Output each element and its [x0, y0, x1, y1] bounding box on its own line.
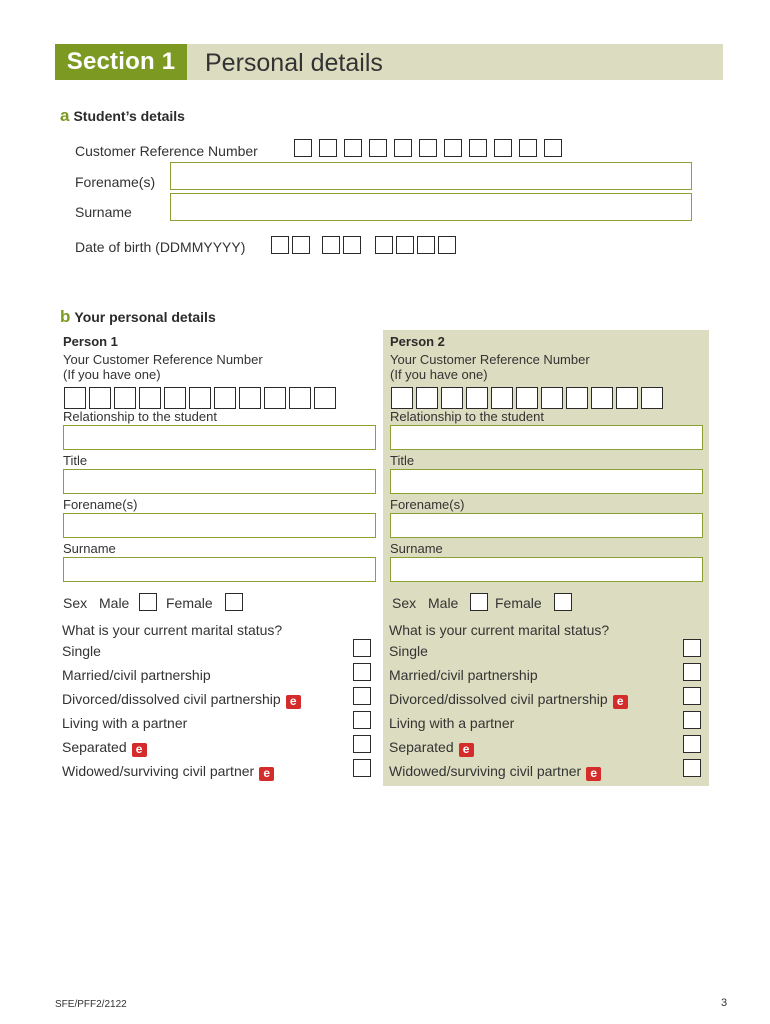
- person-2-title-field[interactable]: [390, 469, 703, 494]
- person-1-male-label: Male: [99, 595, 130, 611]
- crn-digit-box[interactable]: [114, 387, 136, 409]
- marital-option-label: Married/civil partnership: [389, 667, 538, 683]
- part-b-title: Your personal details: [74, 309, 216, 325]
- crn-digit-box[interactable]: [214, 387, 236, 409]
- crn-digit-box[interactable]: [544, 139, 562, 157]
- person-2-marital-option: [389, 667, 538, 683]
- marital-option-label: Widowed/surviving civil partner: [389, 763, 582, 779]
- dob-month-boxes[interactable]: [322, 236, 361, 254]
- person-1-forename-label: Forename(s): [63, 497, 138, 512]
- crn-digit-box[interactable]: [139, 387, 161, 409]
- person-2-marital-checkbox[interactable]: [683, 663, 701, 681]
- person-1-forename-field[interactable]: [63, 513, 376, 538]
- part-a-letter: a: [60, 106, 70, 125]
- person-1-marital-option: [62, 739, 147, 757]
- person-1-female-label: Female: [166, 595, 213, 611]
- person-2-marital-checkbox[interactable]: [683, 711, 701, 729]
- dob-digit-box[interactable]: [292, 236, 310, 254]
- person-2-marital-checkbox[interactable]: [683, 639, 701, 657]
- evidence-required-icon: e: [259, 767, 274, 781]
- marital-option-label: Single: [389, 643, 428, 659]
- crn-digit-box[interactable]: [591, 387, 613, 409]
- person-1-male-checkbox[interactable]: [139, 593, 157, 611]
- part-b-heading: [60, 307, 216, 327]
- marital-option-label: Living with a partner: [62, 715, 188, 731]
- dob-digit-box[interactable]: [343, 236, 361, 254]
- crn-digit-box[interactable]: [519, 139, 537, 157]
- person-1-female-checkbox[interactable]: [225, 593, 243, 611]
- person-1-marital-option: [62, 667, 211, 683]
- part-a-title: Student’s details: [73, 108, 185, 124]
- dob-digit-box[interactable]: [375, 236, 393, 254]
- crn-digit-box[interactable]: [344, 139, 362, 157]
- crn-digit-box[interactable]: [64, 387, 86, 409]
- student-surname-field[interactable]: [170, 193, 692, 221]
- person-2-crn-note: (If you have one): [390, 367, 488, 382]
- person-1-marital-checkbox[interactable]: [353, 687, 371, 705]
- part-b-letter: b: [60, 307, 71, 326]
- person-2-marital-checkbox[interactable]: [683, 759, 701, 777]
- person-2-marital-question: What is your current marital status?: [389, 622, 610, 638]
- crn-digit-box[interactable]: [391, 387, 413, 409]
- form-reference: SFE/PFF2/2122: [55, 999, 127, 1010]
- marital-option-label: Married/civil partnership: [62, 667, 211, 683]
- student-surname-label: Surname: [75, 204, 132, 220]
- crn-digit-box[interactable]: [616, 387, 638, 409]
- person-2-marital-checkbox[interactable]: [683, 735, 701, 753]
- person-2-title: Person 2: [390, 334, 445, 349]
- person-1-title-label: Title: [63, 453, 88, 468]
- crn-digit-box[interactable]: [89, 387, 111, 409]
- crn-digit-box[interactable]: [444, 139, 462, 157]
- person-2-marital-option: [389, 763, 601, 781]
- marital-option-label: Separated: [62, 739, 127, 755]
- person-1-marital-checkbox[interactable]: [353, 735, 371, 753]
- page-number: 3: [721, 997, 728, 1009]
- person-2-relationship-field[interactable]: [390, 425, 703, 450]
- crn-digit-box[interactable]: [319, 139, 337, 157]
- crn-digit-box[interactable]: [641, 387, 663, 409]
- crn-digit-box[interactable]: [394, 139, 412, 157]
- person-1-title-field[interactable]: [63, 469, 376, 494]
- crn-digit-box[interactable]: [289, 387, 311, 409]
- crn-digit-box[interactable]: [189, 387, 211, 409]
- person-1-crn-note: (If you have one): [63, 367, 161, 382]
- person-1-marital-option: [62, 643, 101, 659]
- person-2-marital-option: [389, 643, 428, 659]
- person-1-marital-option: [62, 715, 187, 731]
- person-2-forename-field[interactable]: [390, 513, 703, 538]
- marital-option-label: Widowed/surviving civil partner: [62, 763, 255, 779]
- dob-digit-box[interactable]: [417, 236, 435, 254]
- crn-digit-box[interactable]: [369, 139, 387, 157]
- student-dob-label: Date of birth (DDMMYYYY): [75, 239, 246, 255]
- student-forename-field[interactable]: [170, 162, 692, 190]
- person-2-surname-label: Surname: [390, 541, 443, 556]
- crn-digit-box[interactable]: [264, 387, 286, 409]
- dob-year-boxes[interactable]: [375, 236, 456, 254]
- dob-day-boxes[interactable]: [271, 236, 310, 254]
- marital-option-label: Divorced/dissolved civil partnership: [389, 691, 608, 707]
- crn-digit-box[interactable]: [239, 387, 261, 409]
- person-1-marital-checkbox[interactable]: [353, 711, 371, 729]
- crn-digit-box[interactable]: [541, 387, 563, 409]
- person-2-relationship-label: Relationship to the student: [390, 409, 544, 424]
- student-forename-label: Forename(s): [75, 174, 156, 190]
- person-1-surname-field[interactable]: [63, 557, 376, 582]
- dob-digit-box[interactable]: [322, 236, 340, 254]
- person-2-marital-checkbox[interactable]: [683, 687, 701, 705]
- crn-digit-box[interactable]: [441, 387, 463, 409]
- crn-digit-box[interactable]: [494, 139, 512, 157]
- person-2-marital-option: [389, 739, 474, 757]
- person-1-marital-checkbox[interactable]: [353, 759, 371, 777]
- person-2-forename-label: Forename(s): [390, 497, 465, 512]
- person-2-male-label: Male: [428, 595, 459, 611]
- person-1-title: Person 1: [63, 334, 118, 349]
- person-2-male-checkbox[interactable]: [470, 593, 488, 611]
- dob-digit-box[interactable]: [438, 236, 456, 254]
- student-crn-label: Customer Reference Number: [75, 143, 258, 159]
- person-2-marital-option: [389, 691, 628, 709]
- evidence-required-icon: e: [586, 767, 601, 781]
- section-tab: Section 1: [55, 44, 187, 80]
- person-2-marital-option: [389, 715, 514, 731]
- person-2-crn-label: Your Customer Reference Number: [390, 352, 590, 367]
- part-a-heading: [60, 106, 185, 126]
- person-1-relationship-label: Relationship to the student: [63, 409, 217, 424]
- section-title: Personal details: [205, 49, 383, 77]
- crn-digit-box[interactable]: [419, 139, 437, 157]
- person-1-surname-label: Surname: [63, 541, 116, 556]
- person-1-marital-checkbox[interactable]: [353, 639, 371, 657]
- evidence-required-icon: e: [459, 743, 474, 757]
- person-1-marital-question: What is your current marital status?: [62, 622, 283, 638]
- crn-digit-box[interactable]: [566, 387, 588, 409]
- crn-digit-box[interactable]: [294, 139, 312, 157]
- person-1-crn-boxes[interactable]: [64, 387, 336, 409]
- marital-option-label: Living with a partner: [389, 715, 515, 731]
- marital-option-label: Single: [62, 643, 101, 659]
- evidence-required-icon: e: [132, 743, 147, 757]
- person-2-female-label: Female: [495, 595, 542, 611]
- person-1-sex-label: Sex: [63, 595, 88, 611]
- crn-digit-box[interactable]: [469, 139, 487, 157]
- marital-option-label: Divorced/dissolved civil partnership: [62, 691, 281, 707]
- person-1-relationship-field[interactable]: [63, 425, 376, 450]
- crn-digit-box[interactable]: [416, 387, 438, 409]
- dob-digit-box[interactable]: [396, 236, 414, 254]
- crn-digit-box[interactable]: [164, 387, 186, 409]
- person-2-surname-field[interactable]: [390, 557, 703, 582]
- crn-digit-box[interactable]: [491, 387, 513, 409]
- student-crn-boxes[interactable]: [294, 139, 562, 157]
- evidence-required-icon: e: [613, 695, 628, 709]
- person-1-crn-label: Your Customer Reference Number: [63, 352, 263, 367]
- crn-digit-box[interactable]: [314, 387, 336, 409]
- evidence-required-icon: e: [286, 695, 301, 709]
- person-2-crn-boxes[interactable]: [391, 387, 663, 409]
- person-2-title-label: Title: [390, 453, 415, 468]
- person-1-marital-option: [62, 691, 301, 709]
- person-1-marital-option: [62, 763, 274, 781]
- marital-option-label: Separated: [389, 739, 454, 755]
- crn-digit-box[interactable]: [516, 387, 538, 409]
- dob-digit-box[interactable]: [271, 236, 289, 254]
- person-2-female-checkbox[interactable]: [554, 593, 572, 611]
- person-2-sex-label: Sex: [392, 595, 417, 611]
- person-1-marital-checkbox[interactable]: [353, 663, 371, 681]
- crn-digit-box[interactable]: [466, 387, 488, 409]
